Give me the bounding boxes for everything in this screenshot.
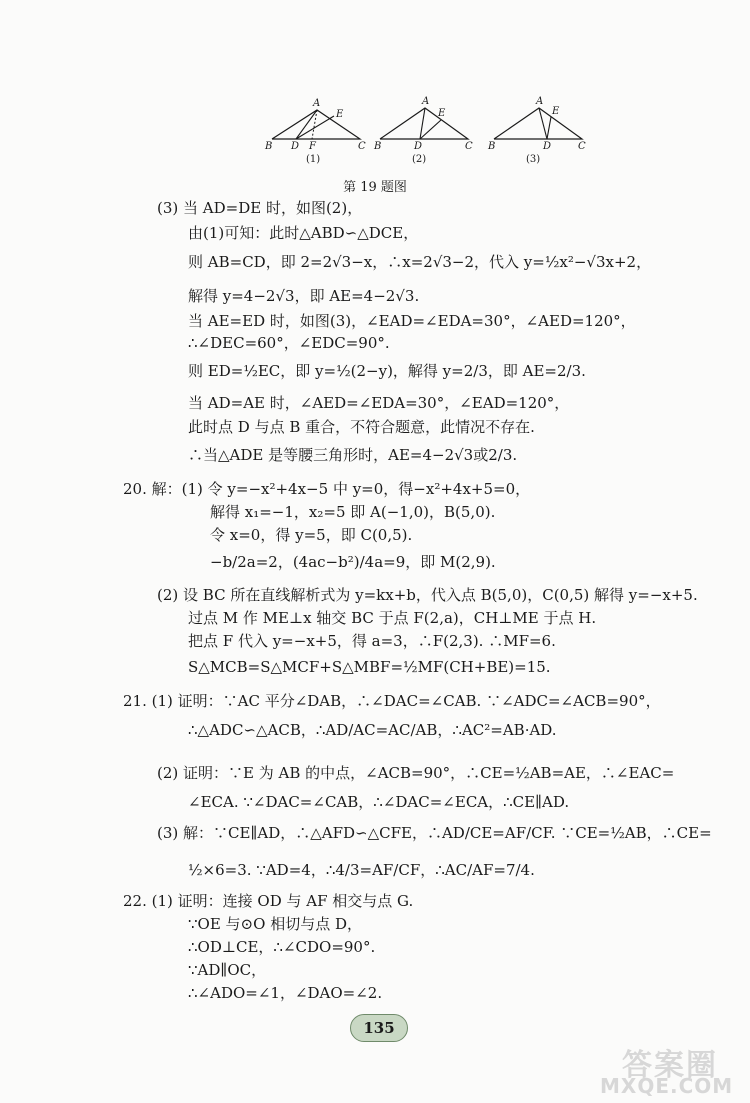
fig3-label-e: E	[552, 106, 560, 117]
q21-line: ½×6=3. ∵AD=4，∴4/3=AF/CF，∴AC/AF=7/4.	[188, 861, 535, 879]
q20-line: 过点 M 作 ME⊥x 轴交 BC 于点 F(2,a)，CH⊥ME 于点 H.	[188, 609, 597, 627]
fig2-label-d: D	[414, 141, 423, 152]
q19-line: 则 AB=CD，即 2=2√3−x，∴x=2√3−2，代入 y=½x²−√3x+2，	[188, 253, 652, 271]
q20-line: 令 x=0，得 y=5，即 C(0,5).	[210, 526, 413, 544]
fig1-label-b: B	[265, 141, 273, 152]
fig1-number: (1)	[306, 154, 321, 164]
q21-part2-line: (2) 证明：∵E 为 AB 的中点，∠ACB=90°，∴CE=½AB=AE，∴∠EAC=	[157, 764, 675, 782]
figure-3	[487, 96, 586, 164]
fig2-label-b: B	[374, 141, 382, 152]
fig2-label-a: A	[422, 96, 430, 107]
q19-line: 当 AE=ED 时，如图(3)，∠EAD=∠EDA=30°，∠AED=120°，	[188, 312, 636, 330]
fig1-label-c: C	[358, 141, 366, 152]
q22-line: ∵AD∥OC，	[188, 961, 267, 979]
fig3-label-b: B	[488, 141, 496, 152]
q19-line: ∴∠DEC=60°，∠EDC=90°.	[188, 334, 390, 352]
fig3-label-a: A	[536, 96, 544, 107]
q19-part3-line: (3) 当 AD=DE 时，如图(2)，	[157, 199, 363, 217]
fig1-label-a: A	[313, 98, 321, 109]
watermark	[600, 1040, 745, 1100]
figure-2	[373, 96, 473, 164]
q22-line: ∴∠ADO=∠1，∠DAO=∠2.	[188, 984, 383, 1002]
fig1-label-e: E	[336, 109, 344, 120]
q21-heading: 21. (1) 证明：∵AC 平分∠DAB，∴∠DAC=∠CAB. ∵∠ADC=∠ACB=90°，	[123, 692, 661, 710]
q20-line: −b/2a=2，(4ac−b²)/4a=9，即 M(2,9).	[210, 553, 496, 571]
figure-caption: 第 19 题图	[343, 180, 407, 195]
q22-line: ∵OE 与⊙O 相切与点 D，	[188, 915, 362, 933]
figure-1	[264, 98, 366, 164]
fig2-label-e: E	[438, 108, 446, 119]
q20-heading: 20. 解：(1) 令 y=−x²+4x−5 中 y=0，得−x²+4x+5=0，	[123, 480, 531, 498]
triangle-figures	[262, 92, 592, 164]
q20-line: 解得 x₁=−1，x₂=5 即 A(−1,0)，B(5,0).	[210, 503, 496, 521]
q19-line: 由(1)可知：此时△ABD∽△DCE，	[188, 224, 419, 242]
fig3-label-c: C	[578, 141, 586, 152]
q19-line: 解得 y=4−2√3，即 AE=4−2√3.	[188, 287, 420, 305]
q19-line: 此时点 D 与点 B 重合，不符合题意，此情况不存在.	[188, 418, 535, 436]
fig3-number: (3)	[526, 154, 541, 164]
q22-heading: 22. (1) 证明：连接 OD 与 AF 相交与点 G.	[123, 892, 414, 910]
q21-line: ∠ECA. ∵∠DAC=∠CAB，∴∠DAC=∠ECA，∴CE∥AD.	[188, 793, 570, 811]
watermark-logo-text: 答案圈	[622, 1048, 718, 1083]
q19-line: 当 AD=AE 时，∠AED=∠EDA=30°，∠EAD=120°，	[188, 394, 570, 412]
q21-part3-line: (3) 解：∵CE∥AD，∴△AFD∽△CFE，∴AD/CE=AF/CF. ∵CE=½AB，∴CE=	[157, 824, 712, 842]
q20-part2-line: (2) 设 BC 所在直线解析式为 y=kx+b，代入点 B(5,0)，C(0,5) 解得 y=−x+5.	[157, 586, 698, 604]
q20-line: 把点 F 代入 y=−x+5，得 a=3，∴F(2,3). ∴MF=6.	[188, 632, 556, 650]
q19-line: 则 ED=½EC，即 y=½(2−y)，解得 y=2/3，即 AE=2/3.	[188, 362, 586, 380]
q20-area-line: S△MCB=S△MCF+S△MBF=½MF(CH+BE)=15.	[188, 658, 551, 676]
fig3-label-d: D	[543, 141, 552, 152]
fig1-label-f: F	[309, 141, 316, 152]
page-number-badge: 135	[350, 1014, 408, 1042]
q22-line: ∴OD⊥CE，∴∠CDO=90°.	[188, 938, 376, 956]
q21-line: ∴△ADC∽△ACB，∴AD/AC=AC/AB，∴AC²=AB·AD.	[188, 721, 557, 739]
fig2-label-c: C	[465, 141, 473, 152]
q19-conclusion: ∴当△ADE 是等腰三角形时，AE=4−2√3或2/3.	[188, 446, 518, 464]
fig1-label-d: D	[291, 141, 300, 152]
fig2-number: (2)	[412, 154, 427, 164]
watermark-url: MXQE.COM	[600, 1074, 734, 1098]
